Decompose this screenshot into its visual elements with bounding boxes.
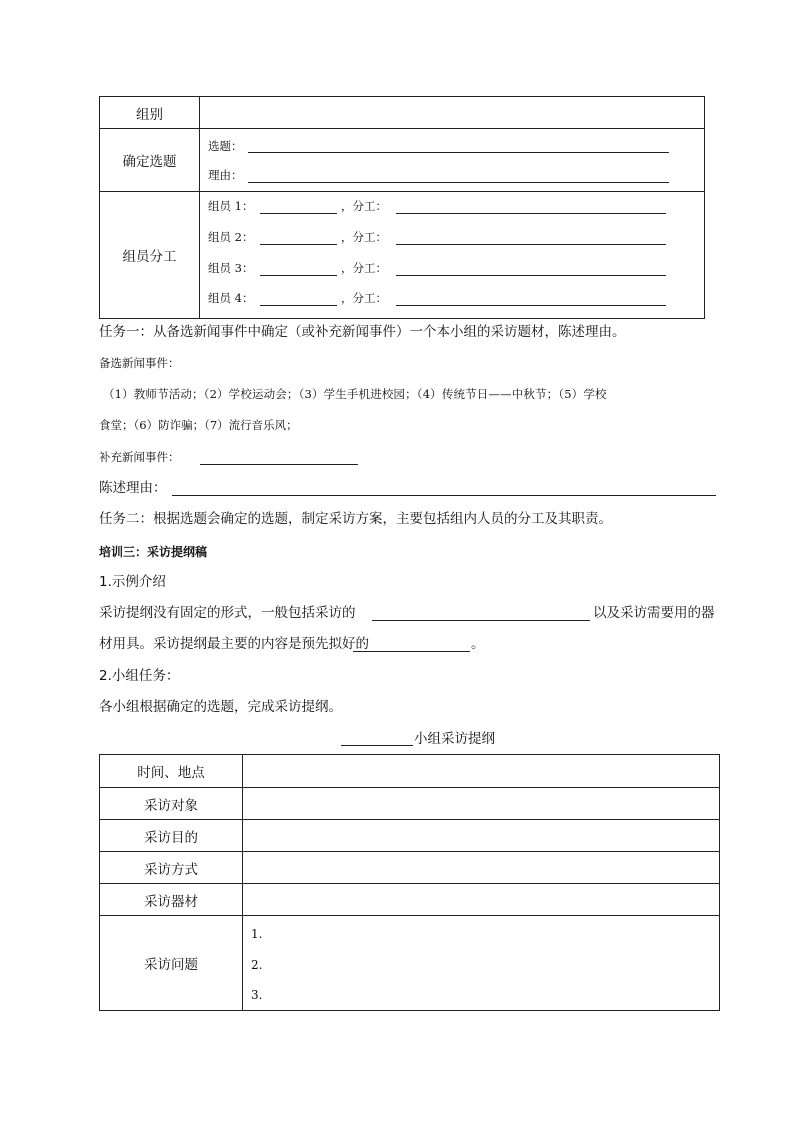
reason-label: 陈述理由： [99,480,167,496]
row-label-method: 采访方式 [100,852,243,884]
time-place-cell[interactable] [243,755,720,788]
reason-blank[interactable] [248,182,669,183]
question-number: 1. [251,927,263,941]
purpose-cell[interactable] [243,820,720,852]
division-cell [200,192,705,319]
candidates-line-1: （1）教师节活动；（2）学校运动会；（3）学生手机进校园；（4）传统节日——中秋节；（5）学校 [103,387,607,401]
supplement-label: 补充新闻事件： [99,450,180,464]
member-label: 组员 1： [208,199,254,213]
candidates-line-2: 食堂；（6）防诈骗；（7）流行音乐风； [99,418,298,432]
row-label-questions: 采访问题 [100,916,243,1011]
group-task-text: 各小组根据确定的选题，完成采访提纲。 [99,699,342,715]
intro-paragraph-line-2a: 材用具。采访提纲最主要的内容是预先拟好的 [99,636,369,652]
row-label-time-place: 时间、地点 [100,755,243,788]
interview-outline-table [99,754,720,1011]
intro-paragraph-line-2b: 。 [471,636,485,652]
supplement-blank[interactable] [200,464,358,465]
member-label: 组员 3： [208,261,254,275]
reason-statement-blank[interactable] [172,495,716,496]
intro-paragraph-line-1b: 以及采访需要用的器 [593,605,715,621]
division-field-label: ，分工： [341,230,387,244]
interview-elements-blank[interactable] [372,620,590,621]
division-blank[interactable] [396,244,666,245]
group-value-cell[interactable] [200,97,705,129]
section-two-heading: 2.小组任务： [99,668,180,684]
method-cell[interactable] [243,852,720,884]
division-blank[interactable] [396,305,666,306]
member-blank[interactable] [260,305,337,306]
candidates-title: 备选新闻事件： [99,356,180,370]
member-blank[interactable] [260,275,337,276]
row-label-interviewee: 采访对象 [100,788,243,820]
group-label: 组别 [100,97,200,129]
task-two: 任务二：根据选题会确定的选题，制定采访方案，主要包括组内人员的分工及其职责。 [99,511,612,527]
question-number: 3. [251,988,263,1002]
intro-paragraph-line-1a: 采访提纲没有固定的形式，一般包括采访的 [99,605,356,621]
member-label: 组员 4： [208,291,254,305]
topic-label: 确定选题 [100,129,200,192]
interviewee-cell[interactable] [243,788,720,820]
reason-field-label: 理由： [208,168,243,182]
division-label: 组员分工 [100,192,200,319]
row-label-purpose: 采访目的 [100,820,243,852]
topic-field-label: 选题： [208,139,243,153]
training-three-heading: 培训三：采访提纲稿 [99,545,208,559]
outline-table-title: 小组采访提纲 [414,731,495,747]
division-field-label: ，分工： [341,261,387,275]
topic-blank[interactable] [248,152,669,153]
member-label: 组员 2： [208,230,254,244]
member-blank[interactable] [260,213,337,214]
row-label-equipment: 采访器材 [100,884,243,916]
task-one: 任务一：从备选新闻事件中确定（或补充新闻事件）一个本小组的采访题材，陈述理由。 [99,324,626,340]
questions-cell[interactable] [243,916,720,1011]
question-number: 2. [251,958,263,972]
topic-cell [200,129,705,192]
member-blank[interactable] [260,244,337,245]
division-blank[interactable] [396,213,666,214]
division-field-label: ，分工： [341,291,387,305]
division-field-label: ，分工： [341,199,387,213]
group-topic-table [99,96,705,319]
section-one-heading: 1.示例介绍 [99,574,166,590]
division-blank[interactable] [396,275,666,276]
equipment-cell[interactable] [243,884,720,916]
key-content-blank[interactable] [353,651,470,652]
group-name-blank[interactable] [341,745,413,746]
